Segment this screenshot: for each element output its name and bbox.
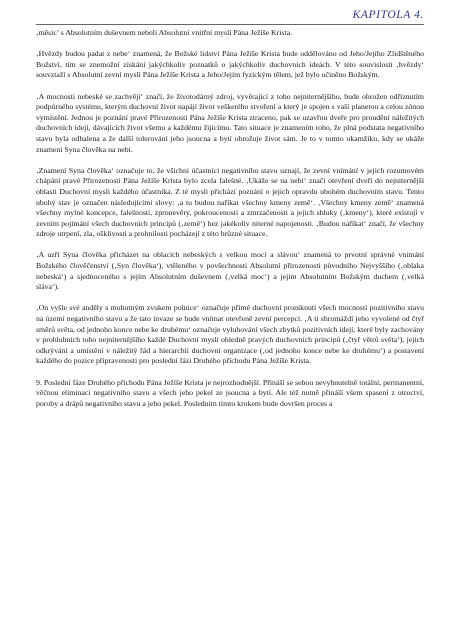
paragraph: ‚Znamení Syna člověka‘ označuje to, že všichni účastníci negativního stavu uznají, že zevní vnímání v jejich rozumovém chápání pravé Přirozenosti Pána Ježíše Krista bylo zcela falešné. ‚Ukáže se na nebi‘ značí otevření dveří do nejniternější oblasti Duchovní mysli každého účastníka. Z té mysli přichází poznání o jejich opravdu ubohém duchovním stavu. Tento ubohý stav je označen následujícími slovy: ‚a tu budou naříkat všechny kmeny země‘. ‚Všechny kmeny země‘ znamená všechny mylné koncepce, falešnosti, zpronevěry, pokroucenosti a zmrzačenosti a jejich shluky (‚kmeny‘), které existují v zevním pojímání všech duchovních principů (‚země‘) bez jakékoliv niterné napojenosti. ‚Budou naříkat‘ značí, že všechny zdroje utrpení, zla, ošklivosti a prohnilosti pocházejí z této hrůzné situace. — [36, 165, 424, 239]
paragraph: ‚A mocnosti nebeské se zachvějí‘ značí, že životodárný zdroj, vyvěrající z toho nejniternějšího, bude ohrožen odříznutím podpůrného systému, kterým duchovní život napájí život veškerého stvoření a který je spojen s vaší planetou a celou zónou vymístění. Jednou je poznání pravé Přirozenosti Pána Ježíše Krista ztraceno, pak se uzavřou dveře pro proudění náležitých duchovních idejí, dávajících život všemu a každému žijícímu. Tato situace je znamením toho, že plná podstata negativního stavu byla odhalena a že další tolerování jeho jsoucna a bytí ohrožuje život sám. Je to v tomto okamžiku, kdy se ukáže znamení Syna člověka na nebi. — [36, 91, 424, 154]
paragraph: ‚A uzří Syna člověka přicházet na oblacích nebeských s velkou mocí a slávou‘ znamená to prvotní správné vnímání Božského člověčenství (‚Syn člověka‘), vtěleného v povšechnosti Absolutní přirozenosti původního Nejvyššího (‚oblaka nebeská‘) a sjednoceného s jejím Absolutním duševnem (‚velká moc‘) a jejím Absolutním Božským duchem (‚velká sláva‘). — [36, 250, 424, 292]
document-body — [36, 28, 424, 409]
paragraph: ‚Hvězdy budou padat z nebe‘ znamená, že Božské lidství Pána Ježíše Krista bude oddělováno od Jeho/Jejího Zlidštěného Božství, tím se znemožní získání jakýchkoliv poznatků o jakýchkoliv duchovních ideách. V této souvislosti ‚hvězdy‘ souvztaží s Absolutní zevní myslí Pána Ježíše Krista a Jeho/Jejím fyzickým tělem, jež bylo učiněno Božským. — [36, 49, 424, 80]
header-rule — [36, 24, 424, 25]
paragraph: ‚měsíc’ s Absolutním duševnem neboli Absolutní vnitřní myslí Pána Ježíše Krista. — [36, 28, 293, 37]
paragraph: ‚On vyšle své anděly s mohutným zvukem polnice‘ označuje přímé duchovní proniknutí všech mocností pozitivního stavu na území negativního stavu a že tato invaze se bude vnímat otevřeně zevní percepcí. ‚A ti shromáždí jeho vyvolené od čtyř směrů světa, od jednoho konce nebe ke druhému‘ označuje vyluhování všech zbytků pozitivních idejí, které byly zachovány v prohlubních toho nejniternějšího každé Duchovní mysli ohledně pravých duchovních principů (‚čtyř větrů světa‘), jejich odkrývání a umístění v náležitý řád a hierarchii duchovní organizace (‚od jednoho konce nebe ke druhému‘) a postavení každého do pozice připravenosti pro poslední fázi Druhého příchodu Pána Ježíše Krista. — [36, 303, 424, 366]
paragraph: 9. Poslední fáze Druhého příchodu Pána Ježíše Krista je nejrozhodnější. Přináší se sebou nevyhnutelně totální, permanentní, věčnou eliminaci negativního stavu a všech jeho pekel ze jsoucna a bytí. Ale též nutně přináší všem spasení z otroctví, poroby a drápů negativního stavu a jeho pekel. Posledním tímto krokem bude dovršen proces a — [36, 377, 424, 408]
chapter-header: KAPITOLA 4. — [352, 9, 424, 21]
